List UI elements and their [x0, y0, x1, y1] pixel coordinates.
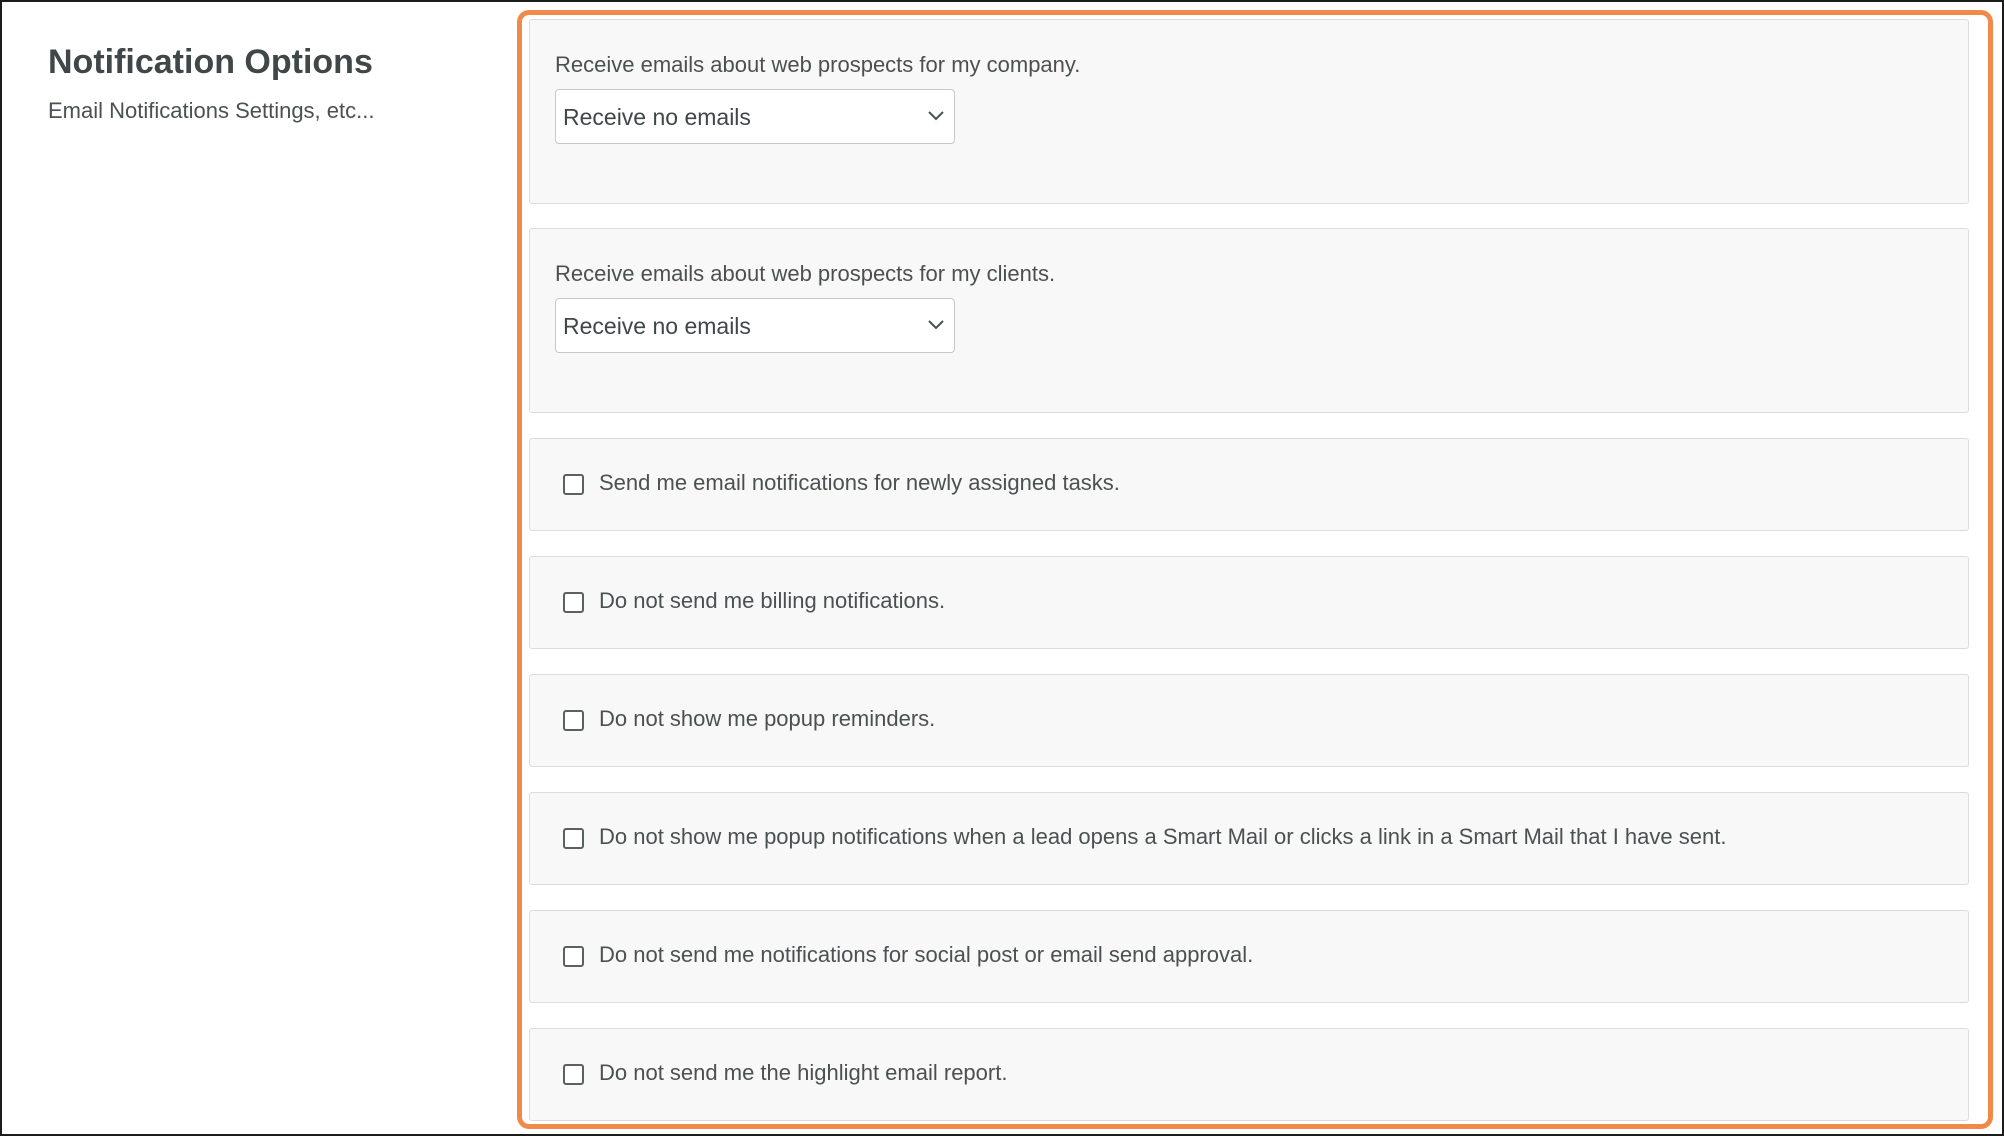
- clients-web-prospects-select[interactable]: [555, 298, 955, 353]
- clients-web-prospects-setting: [529, 228, 1969, 413]
- section-description: Email Notifications Settings, etc...: [48, 98, 375, 123]
- clients-web-prospects-label: Receive emails about web prospects for my clients.: [555, 261, 1056, 286]
- company-web-prospects-label: Receive emails about web prospects for my company.: [555, 52, 1081, 77]
- newly-assigned-tasks-label[interactable]: Send me email notifications for newly assigned tasks.: [599, 470, 1120, 495]
- company-web-prospects-setting: [529, 19, 1969, 204]
- chevron-down-icon: [926, 108, 946, 124]
- billing-notifications-setting: [529, 556, 1969, 649]
- company-web-prospects-select[interactable]: [555, 89, 955, 144]
- approval-notifications-setting: [529, 910, 1969, 1003]
- smart-mail-popup-label[interactable]: Do not show me popup notifications when a lead opens a Smart Mail or clicks a link in a Smart Mail that I have sent.: [599, 824, 1727, 849]
- highlight-report-setting: [529, 1028, 1969, 1121]
- approval-notifications-checkbox[interactable]: [563, 946, 584, 967]
- section-header: [48, 36, 488, 128]
- clients-web-prospects-select-value: Receive no emails: [563, 313, 751, 339]
- smart-mail-popup-checkbox[interactable]: [563, 828, 584, 849]
- billing-notifications-checkbox[interactable]: [563, 592, 584, 613]
- newly-assigned-tasks-setting: [529, 438, 1969, 531]
- billing-notifications-label[interactable]: Do not send me billing notifications.: [599, 588, 946, 613]
- popup-reminders-setting: [529, 674, 1969, 767]
- newly-assigned-tasks-checkbox[interactable]: [563, 474, 584, 495]
- highlight-report-checkbox[interactable]: [563, 1064, 584, 1085]
- highlight-report-label[interactable]: Do not send me the highlight email report.: [599, 1060, 1008, 1085]
- page-title: Notification Options: [48, 43, 373, 81]
- chevron-down-icon: [926, 317, 946, 333]
- approval-notifications-label[interactable]: Do not send me notifications for social post or email send approval.: [599, 942, 1254, 967]
- smart-mail-popup-setting: [529, 792, 1969, 885]
- company-web-prospects-select-value: Receive no emails: [563, 104, 751, 130]
- popup-reminders-label[interactable]: Do not show me popup reminders.: [599, 706, 936, 731]
- popup-reminders-checkbox[interactable]: [563, 710, 584, 731]
